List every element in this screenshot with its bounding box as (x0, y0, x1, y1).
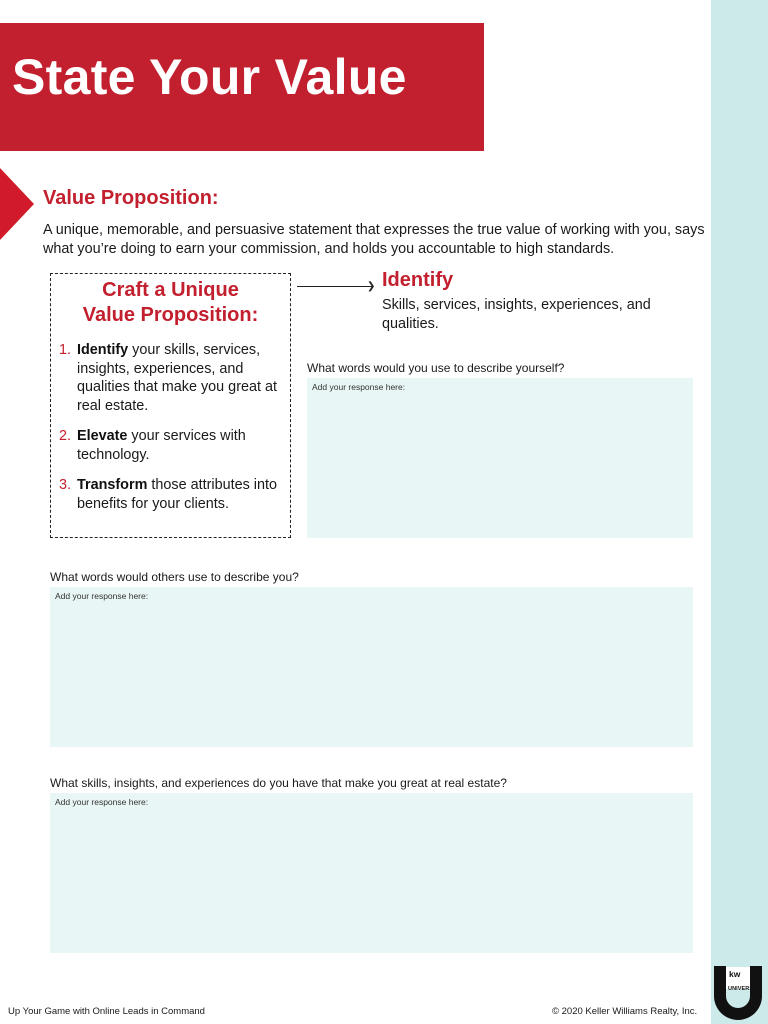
craft-step (59, 427, 287, 464)
identify-description: Skills, services, insights, experiences, and qualities. (382, 297, 651, 332)
craft-title-line2: Value Proposition: (82, 304, 259, 326)
response-field-describe-yourself[interactable] (307, 378, 693, 538)
step-keyword: Elevate (77, 428, 128, 444)
response-field-skills-insights-experiences[interactable] (50, 793, 693, 953)
value-proposition-heading: Value Proposition: (43, 187, 219, 209)
arrow-right-icon: ❯ (367, 281, 376, 292)
response-placeholder: Add your response here: (55, 591, 149, 601)
question-skills-insights-experiences: What skills, insights, and experiences do you have that make you great at real estate? (50, 776, 507, 790)
footer-course-title: Up Your Game with Online Leads in Command (8, 1006, 205, 1017)
step-number: 3. (59, 477, 72, 493)
craft-title (51, 278, 290, 328)
footer-copyright: © 2020 Keller Williams Realty, Inc. (552, 1006, 698, 1017)
connector-arrow-line (297, 286, 373, 287)
page-title: State Your Value (12, 49, 407, 105)
question-others-describe-you: What words would others use to describe you? (50, 570, 299, 584)
step-text: your services with technology. (77, 428, 246, 463)
red-arrow-marker-icon (0, 168, 34, 240)
craft-value-proposition-box (50, 273, 291, 538)
response-placeholder: Add your response here: (312, 382, 406, 392)
step-keyword: Transform (77, 477, 148, 493)
value-proposition-description: A unique, memorable, and persuasive statement that expresses the true value of working with you, says what you’re doing to earn your commission, and holds you accountable to high standards. (43, 222, 705, 257)
step-keyword: Identify (77, 342, 129, 358)
right-sidebar-band (711, 0, 768, 1024)
identify-heading: Identify (382, 269, 454, 291)
response-field-others-describe-you[interactable] (50, 587, 693, 747)
step-number: 2. (59, 428, 72, 444)
craft-step (59, 341, 287, 415)
step-text: those attributes into benefits for your clients. (77, 477, 277, 512)
step-number: 1. (59, 342, 72, 358)
craft-steps-list (59, 341, 287, 525)
question-describe-yourself: What words would you use to describe yourself? (307, 361, 565, 375)
craft-step (59, 476, 287, 513)
response-placeholder: Add your response here: (55, 797, 149, 807)
kw-logo-text: kw (729, 969, 741, 979)
kw-university-text: UNIVERSITY (728, 986, 763, 992)
step-text: your skills, services, insights, experiences, and qualities that make you great at real estate. (77, 342, 277, 414)
craft-title-line1: Craft a Unique (102, 279, 239, 301)
